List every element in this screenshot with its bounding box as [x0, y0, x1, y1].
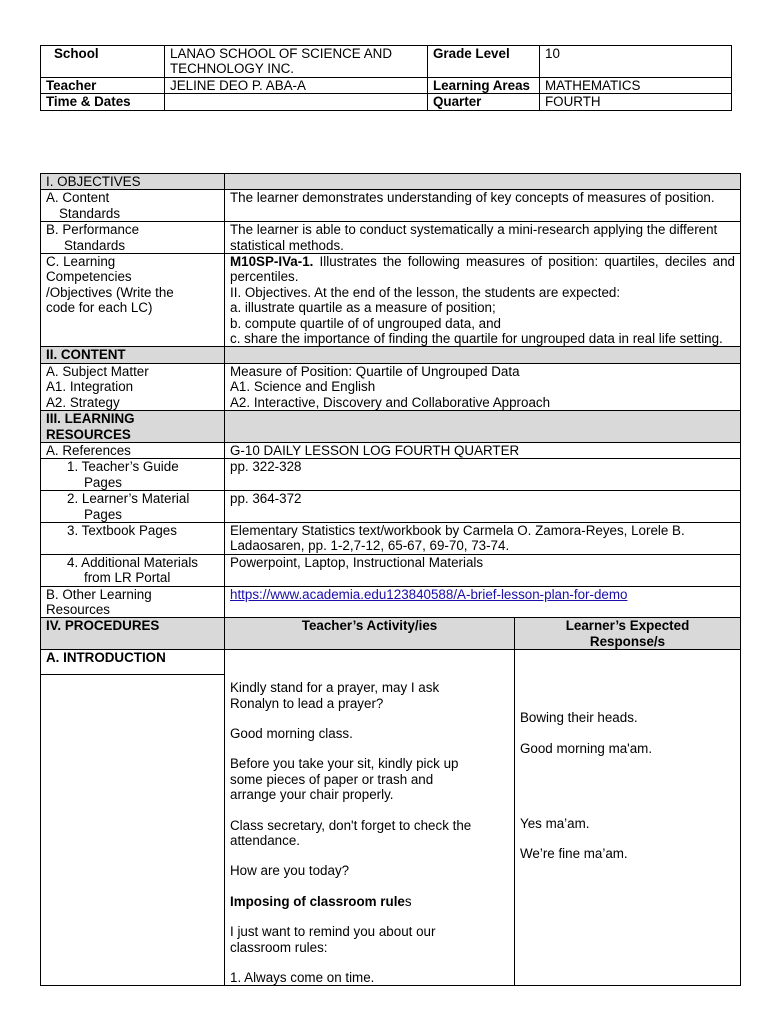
references-value: G-10 DAILY LESSON LOG FOURTH QUARTER: [225, 442, 741, 458]
teacher-how-are-you: How are you today?: [230, 863, 350, 879]
references-label: A. References: [41, 442, 225, 458]
lesson-plan-table: [40, 173, 741, 986]
teacher-attendance-1: Class secretary, don't forget to check the: [230, 817, 472, 833]
textbook-pages-label: 3. Textbook Pages: [41, 522, 225, 554]
grade-level-value: 10: [540, 46, 732, 78]
learners-material-label: 2. Learner’s Material Pages: [41, 491, 225, 523]
time-dates-value: [165, 94, 428, 110]
learning-areas-value: MATHEMATICS: [540, 77, 732, 93]
time-dates-label: Time & Dates: [41, 94, 165, 110]
learning-competencies-label: C. Learning Competencies /Objectives (Write the code for each LC): [41, 254, 225, 347]
performance-standards-label: B. Performance Standards: [41, 222, 225, 254]
additional-materials-label: 4. Additional Materials from LR Portal: [41, 554, 225, 586]
learners-material-value: pp. 364-372: [225, 491, 741, 523]
lc-objective-a: a. illustrate quartile as a measure of position;: [230, 300, 496, 316]
lc-objective-c: c. share the importance of finding the quartile for ungrouped data in real life setting.: [230, 331, 723, 347]
content-heading-blank: [225, 347, 741, 363]
additional-materials-value: Powerpoint, Laptop, Instructional Materials: [225, 554, 741, 586]
teacher-prayer: Kindly stand for a prayer, may I ask: [230, 680, 440, 696]
teacher-activity-header: Teacher’s Activity/ies: [225, 618, 515, 650]
subject-matter-values: Measure of Position: Quartile of Ungrouped Data A1. Science and English A2. Interactive, Discovery and Collaborative Approach: [225, 363, 741, 410]
teacher-attendance-2: attendance.: [230, 833, 300, 849]
grade-level-label: Grade Level: [428, 46, 540, 78]
teacher-rules-1: I just want to remind you about our: [230, 924, 436, 940]
learning-competencies-text: [225, 254, 741, 347]
teacher-value: JELINE DEO P. ABA-A: [165, 77, 428, 93]
introduction-heading: A. INTRODUCTION: [41, 650, 225, 675]
quarter-label: Quarter: [428, 94, 540, 110]
school-label: School: [41, 46, 165, 78]
learning-resources-heading: III. LEARNING RESOURCES: [41, 411, 225, 443]
performance-standards-text: The learner is able to conduct systematically a mini-research applying the different statistical methods.: [225, 222, 741, 254]
textbook-pages-value: Elementary Statistics text/workbook by Carmela O. Zamora-Reyes, Lorele B. Ladaosaren, pp. 1-2,7-12, 65-67, 69-70, 73-74.: [225, 522, 741, 554]
teacher-activities: [225, 650, 515, 986]
teacher-greeting: Good morning class.: [230, 726, 353, 741]
learner-responses: [515, 650, 741, 986]
content-heading: II. CONTENT: [41, 347, 225, 363]
learning-resources-heading-blank: [225, 411, 741, 443]
other-resources-link[interactable]: https://www.academia.edu123840588/A-brief-lesson-plan-for-demo: [230, 586, 628, 602]
lc-objectives-intro: II. Objectives. At the end of the lesson, the students are expected:: [230, 284, 621, 300]
lc-code: M10SP-IVa-1.: [230, 254, 314, 270]
teacher-cleanup-2: some pieces of paper or trash and: [230, 771, 434, 787]
school-value: LANAO SCHOOL OF SCIENCE AND TECHNOLOGY INC.: [165, 46, 428, 78]
objectives-heading: I. OBJECTIVES: [41, 174, 225, 190]
teacher-rules-2: classroom rules:: [230, 939, 328, 955]
learner-bowing: Bowing their heads.: [520, 710, 638, 726]
classroom-rules-heading: Imposing of classroom rules: [230, 893, 412, 909]
procedures-heading: IV. PROCEDURES: [41, 618, 225, 650]
lc-description: Illustrates the following measures of position: quartiles, deciles and percentiles.: [230, 254, 735, 285]
teacher-cleanup-3: arrange your chair properly.: [230, 787, 394, 803]
teacher-prayer-2: Ronalyn to lead a prayer?: [230, 695, 384, 711]
subject-matter-labels: A. Subject Matter A1. Integration A2. Strategy: [41, 363, 225, 410]
learner-yes: Yes ma’am.: [520, 816, 590, 831]
other-resources-label: B. Other Learning Resources: [41, 586, 225, 618]
teachers-guide-label: 1. Teacher’s Guide Pages: [41, 459, 225, 491]
learner-fine: We’re fine ma’am.: [520, 846, 628, 862]
content-standards-label: A. Content Standards: [41, 190, 225, 222]
content-standards-text: The learner demonstrates understanding of key concepts of measures of position.: [225, 190, 741, 222]
rule-1: 1. Always come on time.: [230, 970, 375, 986]
quarter-value: FOURTH: [540, 94, 732, 110]
lc-objective-b: b. compute quartile of of ungrouped data, and: [230, 315, 501, 331]
teacher-label: Teacher: [41, 77, 165, 93]
introduction-blank: [41, 675, 225, 986]
learner-greeting: Good morning ma'am.: [520, 740, 653, 756]
teacher-cleanup-1: Before you take your sit, kindly pick up: [230, 756, 459, 772]
teachers-guide-value: pp. 322-328: [225, 459, 741, 491]
header-table: [40, 45, 732, 111]
other-resources-value: [225, 586, 741, 618]
objectives-heading-blank: [225, 174, 741, 190]
learner-response-header: Learner’s Expected Response/s: [515, 618, 741, 650]
learning-areas-label: Learning Areas: [428, 77, 540, 93]
